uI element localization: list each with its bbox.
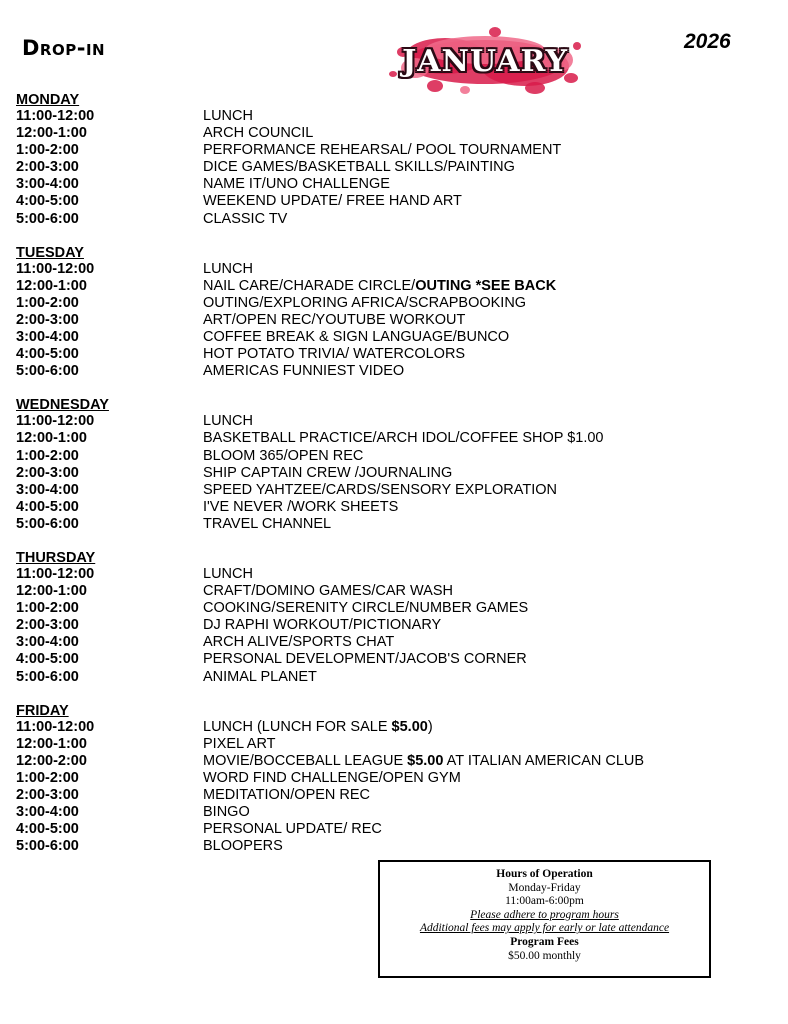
time-slot: 11:00-12:00 xyxy=(16,565,95,582)
activity xyxy=(203,583,756,600)
activity-text: OUTING/EXPLORING AFRICA/SCRAPBOOKING xyxy=(203,294,527,311)
schedule-row xyxy=(16,583,756,600)
day-section-wednesday xyxy=(16,397,756,533)
activity xyxy=(203,108,756,125)
time-slot: 5:00-6:00 xyxy=(16,668,79,685)
activity-highlight: $5.00 xyxy=(391,718,428,735)
activity-text: BLOOPERS xyxy=(203,838,283,855)
activity xyxy=(203,516,756,533)
activity-text-tail: AT ITALIAN AMERICAN CLUB xyxy=(443,752,645,769)
activity-text: TRAVEL CHANNEL xyxy=(203,515,332,532)
schedule-row xyxy=(16,125,756,142)
schedule-row xyxy=(16,312,756,329)
activity-text: WORD FIND CHALLENGE/OPEN GYM xyxy=(203,769,461,786)
schedule-row xyxy=(16,108,756,125)
time-slot: 3:00-4:00 xyxy=(16,329,79,346)
day-section-tuesday xyxy=(16,245,756,381)
activity-text-tail: ) xyxy=(427,718,433,735)
time-slot: 12:00-2:00 xyxy=(16,752,87,769)
schedule-row xyxy=(16,651,756,668)
time-slot: 2:00-3:00 xyxy=(16,159,79,176)
schedule-row xyxy=(16,261,756,278)
time-slot: 3:00-4:00 xyxy=(16,804,79,821)
weekly-schedule xyxy=(16,92,756,872)
time-slot: 1:00-2:00 xyxy=(16,600,79,617)
schedule-row xyxy=(16,566,756,583)
hours-days: Monday-Friday xyxy=(508,881,581,894)
time-slot: 4:00-5:00 xyxy=(16,821,79,838)
activity xyxy=(203,736,756,753)
time-slot: 5:00-6:00 xyxy=(16,363,79,380)
activity-text: LUNCH xyxy=(203,260,253,277)
day-heading: FRIDAY xyxy=(16,702,69,719)
schedule-row xyxy=(16,295,756,312)
time-slot: 12:00-1:00 xyxy=(16,735,87,752)
activity-text: NAME IT/UNO CHALLENGE xyxy=(203,176,390,193)
day-section-monday xyxy=(16,92,756,228)
time-slot: 5:00-6:00 xyxy=(16,515,79,532)
activity-highlight: OUTING *SEE BACK xyxy=(415,277,557,294)
schedule-row xyxy=(16,838,756,855)
day-section-thursday xyxy=(16,550,756,686)
activity-text: MEDITATION/OPEN REC xyxy=(203,787,371,803)
activity xyxy=(203,295,756,312)
activity-text: ARCH ALIVE/SPORTS CHAT xyxy=(203,634,395,651)
activity-text: MOVIE/BOCCEBALL LEAGUE xyxy=(203,752,408,769)
time-slot: 4:00-5:00 xyxy=(16,346,79,363)
time-slot: 2:00-3:00 xyxy=(16,464,79,481)
time-slot: 4:00-5:00 xyxy=(16,498,79,515)
activity-text: CRAFT/DOMINO GAMES/CAR WASH xyxy=(203,583,453,600)
time-slot: 11:00-12:00 xyxy=(16,108,95,124)
paint-splash-blob xyxy=(427,80,443,92)
activity-text: BASKETBALL PRACTICE/ARCH IDOL/COFFEE SHOP $1.00 xyxy=(203,430,604,447)
activity-text: PERSONAL UPDATE/ REC xyxy=(203,821,382,838)
schedule-row xyxy=(16,669,756,686)
activity xyxy=(203,329,756,346)
activity xyxy=(203,430,756,447)
activity xyxy=(203,669,756,686)
activity xyxy=(203,211,756,228)
activity xyxy=(203,448,756,465)
day-section-friday xyxy=(16,703,756,856)
activity xyxy=(203,261,756,278)
schedule-row xyxy=(16,465,756,482)
activity-text: DJ RAPHI WORKOUT/PICTIONARY xyxy=(203,617,442,634)
time-slot: 12:00-1:00 xyxy=(16,430,87,447)
schedule-row xyxy=(16,211,756,228)
activity-text: COFFEE BREAK & SIGN LANGUAGE/BUNCO xyxy=(203,329,510,346)
activity-text: DICE GAMES/BASKETBALL SKILLS/PAINTING xyxy=(203,159,515,176)
schedule-row xyxy=(16,753,756,770)
activity-highlight: $5.00 xyxy=(407,752,444,769)
time-slot: 11:00-12:00 xyxy=(16,718,95,735)
schedule-row xyxy=(16,804,756,821)
schedule-row xyxy=(16,329,756,346)
schedule-row xyxy=(16,770,756,787)
activity xyxy=(203,753,756,770)
fees-amount: $50.00 monthly xyxy=(508,949,581,962)
activity xyxy=(203,617,756,634)
activity xyxy=(203,804,756,821)
schedule-row xyxy=(16,516,756,533)
schedule-row xyxy=(16,634,756,651)
activity xyxy=(203,770,756,787)
time-slot: 2:00-3:00 xyxy=(16,311,79,328)
activity xyxy=(203,499,756,516)
schedule-row xyxy=(16,617,756,634)
activity xyxy=(203,413,756,430)
time-slot: 1:00-2:00 xyxy=(16,142,79,159)
schedule-row xyxy=(16,719,756,736)
hours-note-fees: Additional fees may apply for early or late attendance xyxy=(419,922,670,935)
activity-text: AMERICAS FUNNIEST VIDEO xyxy=(203,363,405,380)
activity-text: ARCH COUNCIL xyxy=(203,125,314,142)
activity xyxy=(203,312,756,329)
time-slot: 12:00-1:00 xyxy=(16,583,87,600)
day-heading: THURSDAY xyxy=(16,549,96,566)
activity-text: PERSONAL DEVELOPMENT/JACOB'S CORNER xyxy=(203,651,527,668)
activity-text: BLOOM 365/OPEN REC xyxy=(203,447,364,464)
time-slot: 4:00-5:00 xyxy=(16,651,79,668)
activity-text: NAIL CARE/CHARADE CIRCLE/ xyxy=(203,277,416,294)
activity-text: BINGO xyxy=(203,804,250,821)
activity xyxy=(203,651,756,668)
activity xyxy=(203,482,756,499)
schedule-row xyxy=(16,142,756,159)
time-slot: 11:00-12:00 xyxy=(16,260,95,277)
activity-text: LUNCH xyxy=(203,413,253,430)
activity xyxy=(203,600,756,617)
time-slot: 11:00-12:00 xyxy=(16,413,95,430)
schedule-row xyxy=(16,448,756,465)
activity-text: ART/OPEN REC/YOUTUBE WORKOUT xyxy=(203,311,466,328)
activity xyxy=(203,719,756,736)
activity-text: I'VE NEVER /WORK SHEETS xyxy=(203,498,399,515)
activity-text: SHIP CAPTAIN CREW /JOURNALING xyxy=(203,464,453,481)
time-slot: 1:00-2:00 xyxy=(16,447,79,464)
time-slot: 5:00-6:00 xyxy=(16,210,79,227)
activity xyxy=(203,821,756,838)
activity xyxy=(203,193,756,210)
hours-note-adhere: Please adhere to program hours xyxy=(470,908,619,921)
time-slot: 5:00-6:00 xyxy=(16,838,79,855)
schedule-row xyxy=(16,159,756,176)
schedule-row xyxy=(16,193,756,210)
page-title: Drop-in xyxy=(22,36,106,60)
time-slot: 3:00-4:00 xyxy=(16,481,79,498)
activity-text: SPEED YAHTZEE/CARDS/SENSORY EXPLORATION xyxy=(203,481,558,498)
time-slot: 2:00-3:00 xyxy=(16,617,79,634)
activity-text: PIXEL ART xyxy=(203,735,276,752)
schedule-row xyxy=(16,787,756,804)
activity xyxy=(203,634,756,651)
activity xyxy=(203,838,756,855)
hours-time: 11:00am-6:00pm xyxy=(505,895,584,908)
activity xyxy=(203,566,756,583)
schedule-row xyxy=(16,176,756,193)
time-slot: 1:00-2:00 xyxy=(16,294,79,311)
activity-text: CLASSIC TV xyxy=(203,210,288,227)
schedule-row xyxy=(16,430,756,447)
schedule-row xyxy=(16,278,756,295)
activity xyxy=(203,363,756,380)
activity-text: LUNCH xyxy=(203,565,253,582)
paint-splash-blob xyxy=(489,27,501,37)
activity-text: COOKING/SERENITY CIRCLE/NUMBER GAMES xyxy=(203,600,529,617)
month-title: JANUARY xyxy=(402,44,568,79)
time-slot: 12:00-1:00 xyxy=(16,125,87,142)
schedule-row xyxy=(16,363,756,380)
schedule-row xyxy=(16,346,756,363)
schedule-row xyxy=(16,482,756,499)
day-heading: MONDAY xyxy=(16,92,80,108)
time-slot: 1:00-2:00 xyxy=(16,769,79,786)
schedule-row xyxy=(16,499,756,516)
schedule-row xyxy=(16,600,756,617)
month-logo xyxy=(385,22,585,100)
year-label: 2026 xyxy=(684,30,731,53)
activity xyxy=(203,125,756,142)
activity xyxy=(203,142,756,159)
activity-text: WEEKEND UPDATE/ FREE HAND ART xyxy=(203,193,462,210)
activity xyxy=(203,465,756,482)
time-slot: 3:00-4:00 xyxy=(16,176,79,193)
time-slot: 3:00-4:00 xyxy=(16,634,79,651)
activity xyxy=(203,159,756,176)
fees-heading: Program Fees xyxy=(510,935,579,948)
activity xyxy=(203,787,756,804)
activity xyxy=(203,278,756,295)
activity xyxy=(203,346,756,363)
activity-text: LUNCH xyxy=(203,108,253,124)
activity-text: PERFORMANCE REHEARSAL/ POOL TOURNAMENT xyxy=(203,142,562,159)
activity-text: LUNCH (LUNCH FOR SALE xyxy=(203,718,392,735)
day-heading: TUESDAY xyxy=(16,244,84,261)
day-heading: WEDNESDAY xyxy=(16,397,109,414)
time-slot: 12:00-1:00 xyxy=(16,277,87,294)
schedule-row xyxy=(16,736,756,753)
time-slot: 2:00-3:00 xyxy=(16,787,79,803)
hours-of-operation-box xyxy=(378,860,711,978)
activity-text: HOT POTATO TRIVIA/ WATERCOLORS xyxy=(203,346,466,363)
schedule-row xyxy=(16,413,756,430)
activity xyxy=(203,176,756,193)
schedule-row xyxy=(16,821,756,838)
activity-text: ANIMAL PLANET xyxy=(203,668,317,685)
time-slot: 4:00-5:00 xyxy=(16,193,79,210)
hours-heading: Hours of Operation xyxy=(496,868,593,880)
